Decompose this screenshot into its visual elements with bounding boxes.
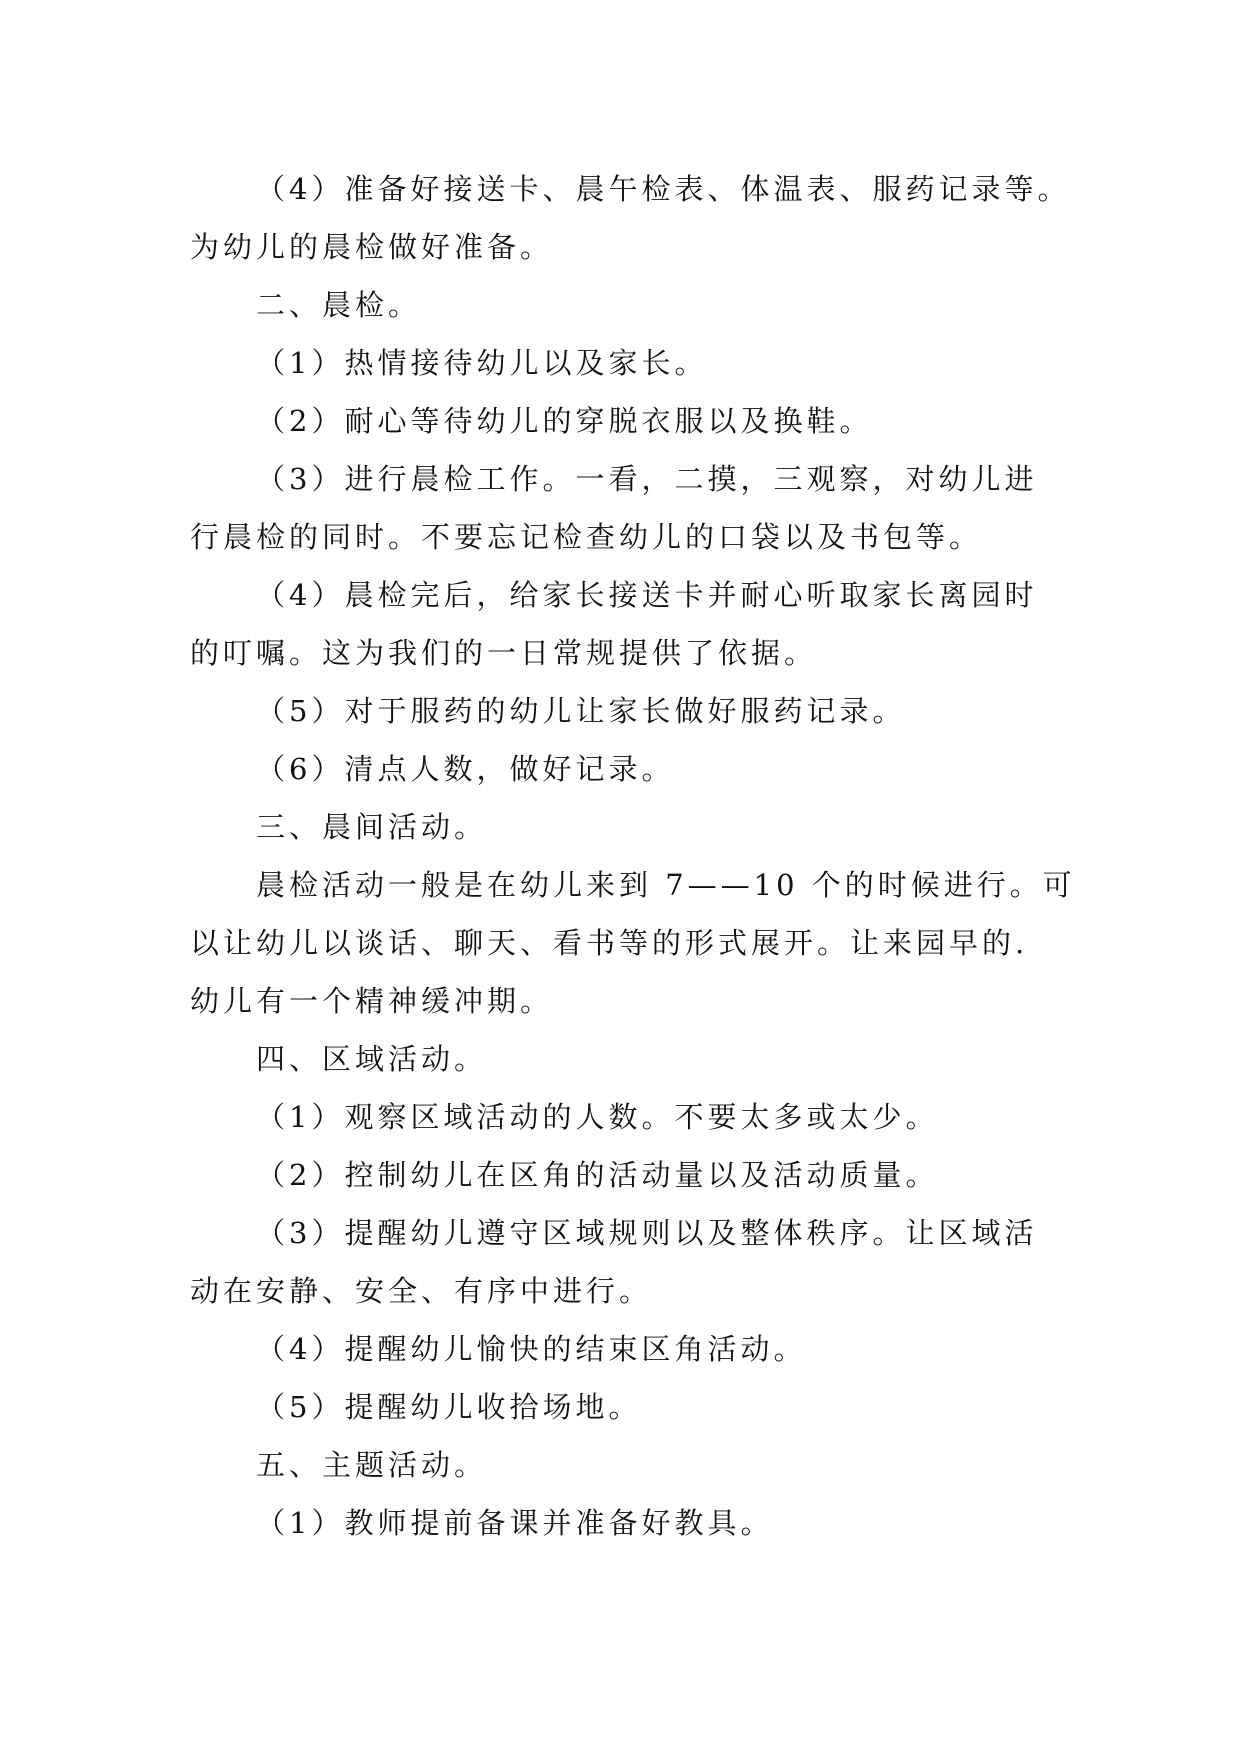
- paragraph-line: （4）提醒幼儿愉快的结束区角活动。: [256, 1332, 807, 1366]
- paragraph-line: （6）清点人数，做好记录。: [256, 752, 675, 786]
- paragraph-line: （5）对于服药的幼儿让家长做好服药记录。: [256, 694, 906, 728]
- paragraph-line: （2）耐心等待幼儿的穿脱衣服以及换鞋。: [256, 404, 873, 438]
- paragraph-line: 动在安静、安全、有序中进行。: [190, 1274, 653, 1308]
- paragraph-line: 行晨检的同时。不要忘记检查幼儿的口袋以及书包等。: [190, 520, 983, 554]
- paragraph-line: （3）进行晨检工作。一看，二摸，三观察，对幼儿进: [256, 462, 1038, 496]
- paragraph-line: （4）晨检完后，给家长接送卡并耐心听取家长离园时: [256, 578, 1038, 612]
- paragraph-line: （4）准备好接送卡、晨午检表、体温表、服药记录等。: [256, 172, 1071, 206]
- paragraph-line: （3）提醒幼儿遵守区域规则以及整体秩序。让区域活: [256, 1216, 1038, 1250]
- paragraph-line: （1）热情接待幼儿以及家长。: [256, 346, 708, 380]
- paragraph-line: （5）提醒幼儿收拾场地。: [256, 1390, 642, 1424]
- paragraph-line: （1）教师提前备课并准备好教具。: [256, 1506, 774, 1540]
- paragraph-line: 晨检活动一般是在幼儿来到 7——10 个的时候进行。可: [256, 868, 1076, 902]
- paragraph-line: 为幼儿的晨检做好准备。: [190, 230, 554, 264]
- paragraph-line: 的叮嘱。这为我们的一日常规提供了依据。: [190, 636, 818, 670]
- section-heading: 五、主题活动。: [256, 1448, 488, 1482]
- paragraph-line: （1）观察区域活动的人数。不要太多或太少。: [256, 1100, 939, 1134]
- section-heading: 二、晨检。: [256, 288, 422, 322]
- section-heading: 四、区域活动。: [256, 1042, 488, 1076]
- paragraph-line: 以让幼儿以谈话、聊天、看书等的形式展开。让来园早的.: [190, 926, 1029, 960]
- document-page: [190, 160, 1076, 1552]
- paragraph-line: （2）控制幼儿在区角的活动量以及活动质量。: [256, 1158, 939, 1192]
- section-heading: 三、晨间活动。: [256, 810, 488, 844]
- paragraph-line: 幼儿有一个精神缓冲期。: [190, 984, 554, 1018]
